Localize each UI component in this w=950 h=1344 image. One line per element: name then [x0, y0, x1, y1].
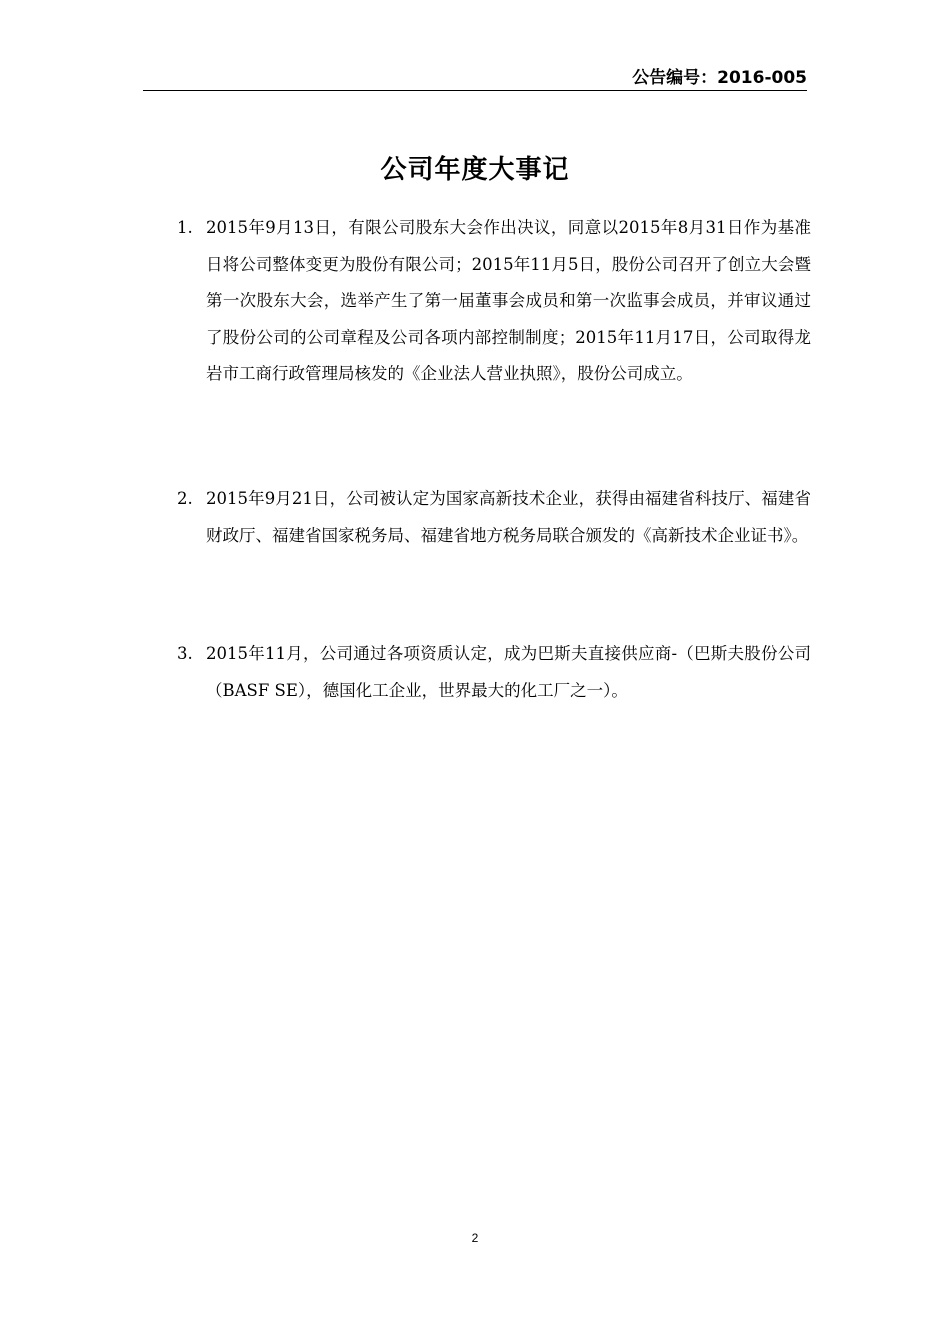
list-item-text: 2015年9月13日，有限公司股东大会作出决议，同意以2015年8月31日作为基准日将公司整体变更为股份有限公司；2015年11月5日，股份公司召开了创立大会暨第一次股东大会，选举产生了第一届董事会成员和第一次监事会成员，并审议通过了股份公司的公司章程及公司各项内部控制制度；2015年11月17日，公司取得龙岩市工商行政管理局核发的《企业法人营业执照》，股份公司成立。 [206, 218, 811, 384]
list-item [177, 481, 811, 554]
announcement-number: 公告编号：2016-005 [632, 68, 807, 88]
list-item-number: 3. [177, 644, 193, 663]
page-header [143, 66, 807, 91]
list-item-text: 2015年11月，公司通过各项资质认定，成为巴斯夫直接供应商-（巴斯夫股份公司（BASF SE），德国化工企业，世界最大的化工厂之一）。 [206, 644, 811, 700]
list-item-number: 1. [177, 218, 193, 237]
page-number: 2 [471, 1231, 479, 1245]
list-item [177, 636, 811, 709]
list-item-number: 2. [177, 489, 193, 508]
list-item-text: 2015年9月21日，公司被认定为国家高新技术企业，获得由福建省科技厅、福建省财政厅、福建省国家税务局、福建省地方税务局联合颁发的《高新技术企业证书》。 [206, 489, 811, 545]
list-item [177, 210, 811, 393]
page-title: 公司年度大事记 [380, 155, 570, 185]
